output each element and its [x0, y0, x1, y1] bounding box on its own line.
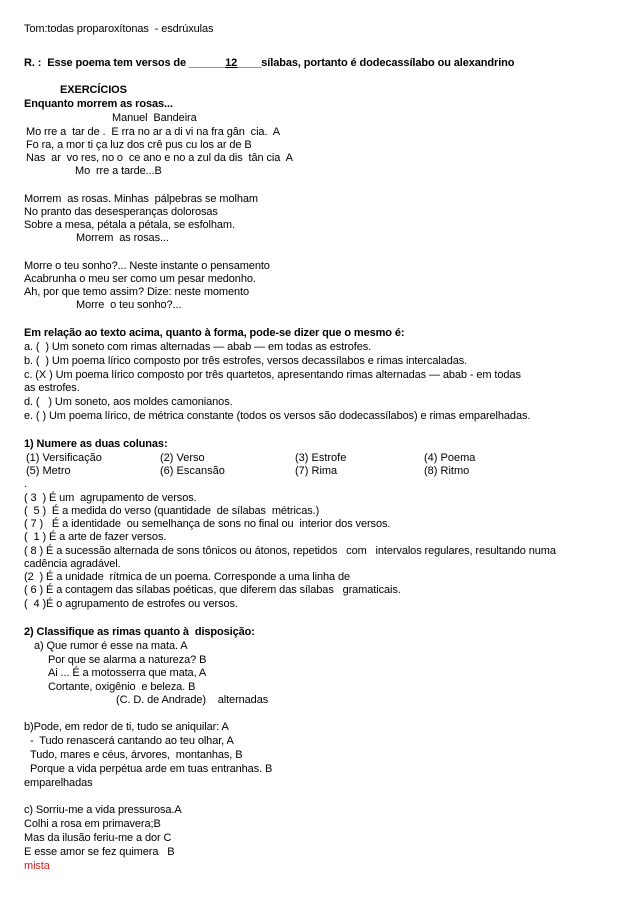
q1-answer: ( 6 ) É a contagem das sílabas poéticas, que diferem das sílabas gramaticais.	[24, 584, 401, 596]
q1-col-item: (1) Versificação	[26, 452, 102, 464]
poem-verse: Morrem as rosas...	[76, 232, 169, 244]
q1-col-item: (3) Estrofe	[295, 452, 347, 464]
question-option: c. (X ) Um poema lírico composto por três quartetos, apresentando rimas alternadas — abab - em todas	[24, 369, 521, 381]
resposta-line	[24, 57, 514, 70]
q1-title: 1) Numere as duas colunas:	[24, 438, 168, 450]
poem-verse: No pranto das desesperanças dolorosas	[24, 206, 218, 218]
q2-b-verse: Tudo, mares e céus, árvores, montanhas, B	[30, 749, 243, 761]
question-prompt: Em relação ao texto acima, quanto à forma, pode-se dizer que o mesmo é:	[24, 327, 405, 339]
q1-col-item: (5) Metro	[26, 465, 71, 477]
q1-answer-continued: cadência agradável.	[24, 558, 121, 570]
q2-b-verse: Porque a vida perpétua arde em tuas entranhas. B	[30, 763, 273, 775]
q1-answer: (2 ) É a unidade rítmica de un poema. Corresponde a uma linha de	[24, 571, 351, 583]
q1-col-item: (2) Verso	[160, 452, 205, 464]
q2-c-verse: c) Sorriu-me a vida pressurosa.A	[24, 804, 182, 816]
q2-a-verse: Por que se alarma a natureza? B	[48, 654, 207, 666]
q2-a-verse: Ai ... É a motosserra que mata, A	[48, 667, 207, 679]
q2-c-verse: Colhi a rosa em primavera;B	[24, 818, 161, 830]
poem-verse: Sobre a mesa, pétala a pétala, se esfolham.	[24, 219, 235, 231]
question-option: a. ( ) Um soneto com rimas alternadas — abab — em todas as estrofes.	[24, 341, 372, 353]
q2-a-verse: a) Que rumor é esse na mata. A	[34, 640, 188, 652]
poem-title: Enquanto morrem as rosas...	[24, 98, 173, 110]
q1-col-item: (4) Poema	[424, 452, 476, 464]
q1-col-item: (6) Escansão	[160, 465, 225, 477]
resposta-value: 12	[225, 57, 238, 69]
scansion-line: Nas ar vo res, no o ce ano e no a zul da dis tân cia A	[26, 152, 293, 164]
question-option-continued: as estrofes.	[24, 382, 80, 394]
q1-answer: ( 1 ) É a arte de fazer versos.	[24, 531, 167, 543]
resposta-suffix: ____sílabas, portanto é dodecassílabo ou alexandrino	[237, 57, 515, 69]
poem-author: Manuel Bandeira	[112, 112, 197, 124]
q2-b-verse: - Tudo renascerá cantando ao teu olhar, A	[30, 735, 234, 747]
poem-verse: Acabrunha o meu ser como um pesar medonho.	[24, 273, 256, 285]
q1-answer: ( 3 ) É um agrupamento de versos.	[24, 492, 197, 504]
scansion-line: Mo rre a tarde...B	[75, 165, 162, 177]
poem-verse: Morre o teu sonho?... Neste instante o pensamento	[24, 260, 270, 272]
tom-line: Tom:todas proparoxítonas - esdrúxulas	[24, 23, 214, 35]
resposta-prefix: R. : Esse poema tem versos de ______	[24, 57, 226, 69]
question-option: b. ( ) Um poema lírico composto por três estrofes, versos decassílabos e rimas intercaladas.	[24, 355, 468, 367]
q1-answer: ( 7 ) É a identidade ou semelhança de sons no final ou interior dos versos.	[24, 518, 391, 530]
poem-verse: Morre o teu sonho?...	[76, 299, 182, 311]
q2-c-verse: Mas da ilusão feriu-me a dor C	[24, 832, 172, 844]
poem-verse: Morrem as rosas. Minhas pálpebras se molham	[24, 193, 258, 205]
q2-a-verse: Cortante, oxigênio e beleza. B	[48, 681, 196, 693]
q1-dot: .	[24, 478, 27, 490]
question-option: d. ( ) Um soneto, aos moldes camonianos.	[24, 396, 233, 408]
q2-title: 2) Classifique as rimas quanto à disposição:	[24, 626, 255, 638]
q1-answer: ( 4 )É o agrupamento de estrofes ou versos.	[24, 598, 238, 610]
q1-answer: ( 8 ) É a sucessão alternada de sons tônicos ou átonos, repetidos com intervalos regulares, resultando numa	[24, 545, 556, 557]
q1-col-item: (7) Rima	[295, 465, 338, 477]
q2-b-answer: emparelhadas	[24, 777, 93, 789]
poem-verse: Ah, por que temo assim? Dize: neste momento	[24, 286, 249, 298]
scansion-line: Mo rre a tar de . E rra no ar a di vi na fra gân cia. A	[26, 126, 280, 138]
q2-c-verse: E esse amor se fez quimera B	[24, 846, 175, 858]
q1-answer: ( 5 ) É a medida do verso (quantidade de sílabas métricas.)	[24, 505, 320, 517]
q2-c-answer: mista	[24, 860, 50, 872]
q2-b-verse: b)Pode, em redor de ti, tudo se aniquilar: A	[24, 721, 229, 733]
q1-col-item: (8) Ritmo	[424, 465, 470, 477]
question-option: e. ( ) Um poema lírico, de métrica constante (todos os versos são dodecassílabos) e rimas emparelhadas.	[24, 410, 531, 422]
q2-a-answer: (C. D. de Andrade) alternadas	[116, 694, 269, 706]
scansion-line: Fo ra, a mor ti ça luz dos crê pus cu los ar de B	[26, 139, 252, 151]
exercicios-title: EXERCÍCIOS	[60, 84, 127, 96]
